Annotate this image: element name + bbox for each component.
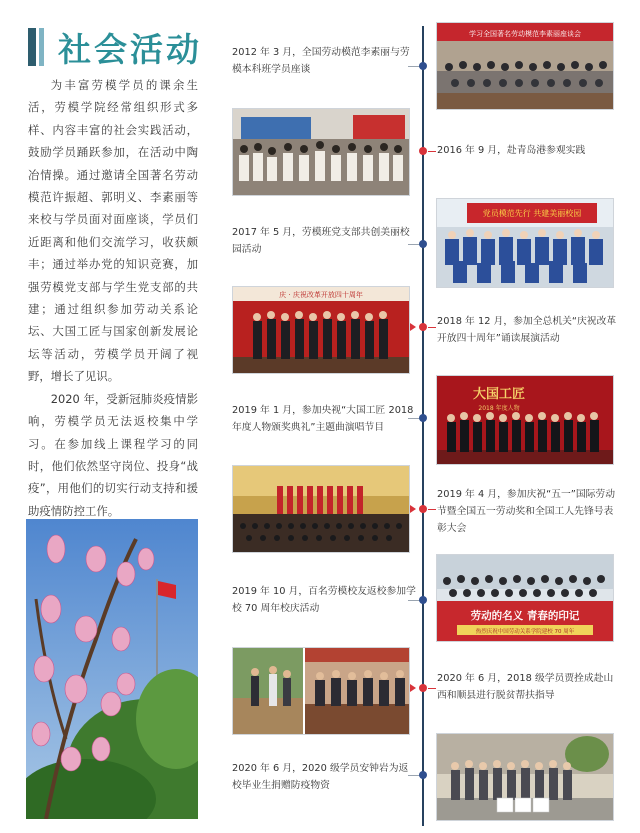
- timeline-arrow-4: [410, 323, 416, 331]
- photo-7-sub: 热烈庆祝中国劳动关系学院建校 70 周年: [475, 629, 575, 635]
- intro-paragraph-2: 2020 年，受新冠肺炎疫情影响，劳模学员无法返校集中学习。在参加线上课程学习的同时，他们依然坚守岗位、投身“战疫”，用他们的切实行动支持和援助疫情防控工作。: [28, 391, 198, 518]
- timeline-arrow-8: [410, 684, 416, 692]
- timeline-event-1-text: 2012 年 3 月，全国劳动模范李素丽与劳模本科班学员座谈: [232, 47, 410, 75]
- timeline-connector-2: [428, 151, 436, 152]
- timeline-photo-7: [436, 554, 614, 642]
- timeline-photo-6: [232, 465, 410, 553]
- magnolia-photo: [26, 519, 198, 819]
- timeline-connector-8: [428, 688, 436, 689]
- intro-text: [28, 74, 198, 522]
- timeline-photo-4: [232, 286, 410, 374]
- timeline-connector-6: [428, 509, 436, 510]
- timeline-connector-4: [428, 327, 436, 328]
- photo-7-main: 劳动的名义 青春的印记: [470, 610, 580, 622]
- timeline-event-4-text: 2018 年 12 月，参加全总机关“庆祝改革开放四十周年”诵读展演活动: [437, 316, 617, 344]
- timeline-event-6-text: 2019 年 4 月，参加庆祝“五一”国际劳动节暨全国五一劳动奖和全国工人先锋号表彰大会: [437, 489, 616, 534]
- timeline-photo-2: [232, 108, 410, 196]
- timeline-axis: [422, 26, 424, 826]
- timeline-dot-5: [419, 414, 427, 422]
- intro-paragraph-1: 为丰富劳模学员的课余生活，劳模学院经常组织形式多样、内容丰富的社会实践活动，鼓励学员踊跃参加，在活动中陶冶情操。通过邀请全国著名劳动模范许振超、郭明义、李素丽等来校与学员面对面座谈，学员们近距离和他们交流学习，收获颇丰；通过举办党的知识竞赛，加强劳模党支部与学生党支部的共建；通过组织参加劳动关系论坛、大国工匠与国家创新发展论坛等活动，劳模学员开阔了视野，增长了见识。: [28, 78, 198, 384]
- timeline-photo-1: [436, 22, 614, 110]
- timeline-dot-2: [419, 147, 427, 155]
- timeline-event-8-text: 2020 年 6 月，2018 级学员贾拴成赴山西和顺县进行脱贫帮扶指导: [437, 673, 614, 701]
- photo-5-logo: 大国工匠: [472, 387, 526, 402]
- timeline-photo-9: [436, 733, 614, 821]
- timeline-dot-7: [419, 596, 427, 604]
- timeline-dot-4: [419, 323, 427, 331]
- timeline-photo-5: [436, 375, 614, 465]
- photo-5-sub: 2018 年度人物: [478, 405, 520, 412]
- page-title: 社会活动: [58, 30, 202, 69]
- timeline-arrow-6: [410, 505, 416, 513]
- timeline-event-9-text: 2020 年 6 月，2020 级学员安钟岩为返校毕业生捐赠防疫物资: [232, 763, 409, 791]
- title-accent-bar-light: [39, 28, 44, 66]
- timeline-photo-8: [232, 647, 410, 735]
- timeline-dot-3: [419, 240, 427, 248]
- timeline-dot-6: [419, 505, 427, 513]
- timeline-event-7-text: 2019 年 10 月，百名劳模校友返校参加学校 70 周年校庆活动: [232, 586, 416, 614]
- timeline-dot-1: [419, 62, 427, 70]
- timeline-dot-9: [419, 771, 427, 779]
- timeline-event-5-text: 2019 年 1 月，参加央视“大国工匠 2018 年度人物颁奖典礼”主题曲演唱节目: [232, 405, 414, 433]
- photo-1-banner: 学习全国著名劳动模范李素丽座谈会: [469, 30, 581, 38]
- photo-3-banner: 党员模范先行 共建美丽校园: [482, 209, 582, 218]
- timeline-photo-3: [436, 198, 614, 288]
- timeline-event-2-text: 2016 年 9 月，赴青岛港参观实践: [437, 145, 586, 156]
- title-accent-bar: [28, 28, 36, 66]
- photo-4-banner: 庆 · 庆祝改革开放四十周年: [279, 291, 363, 299]
- timeline-event-3-text: 2017 年 5 月，劳模班党支部共创美丽校园活动: [232, 227, 410, 255]
- timeline-dot-8: [419, 684, 427, 692]
